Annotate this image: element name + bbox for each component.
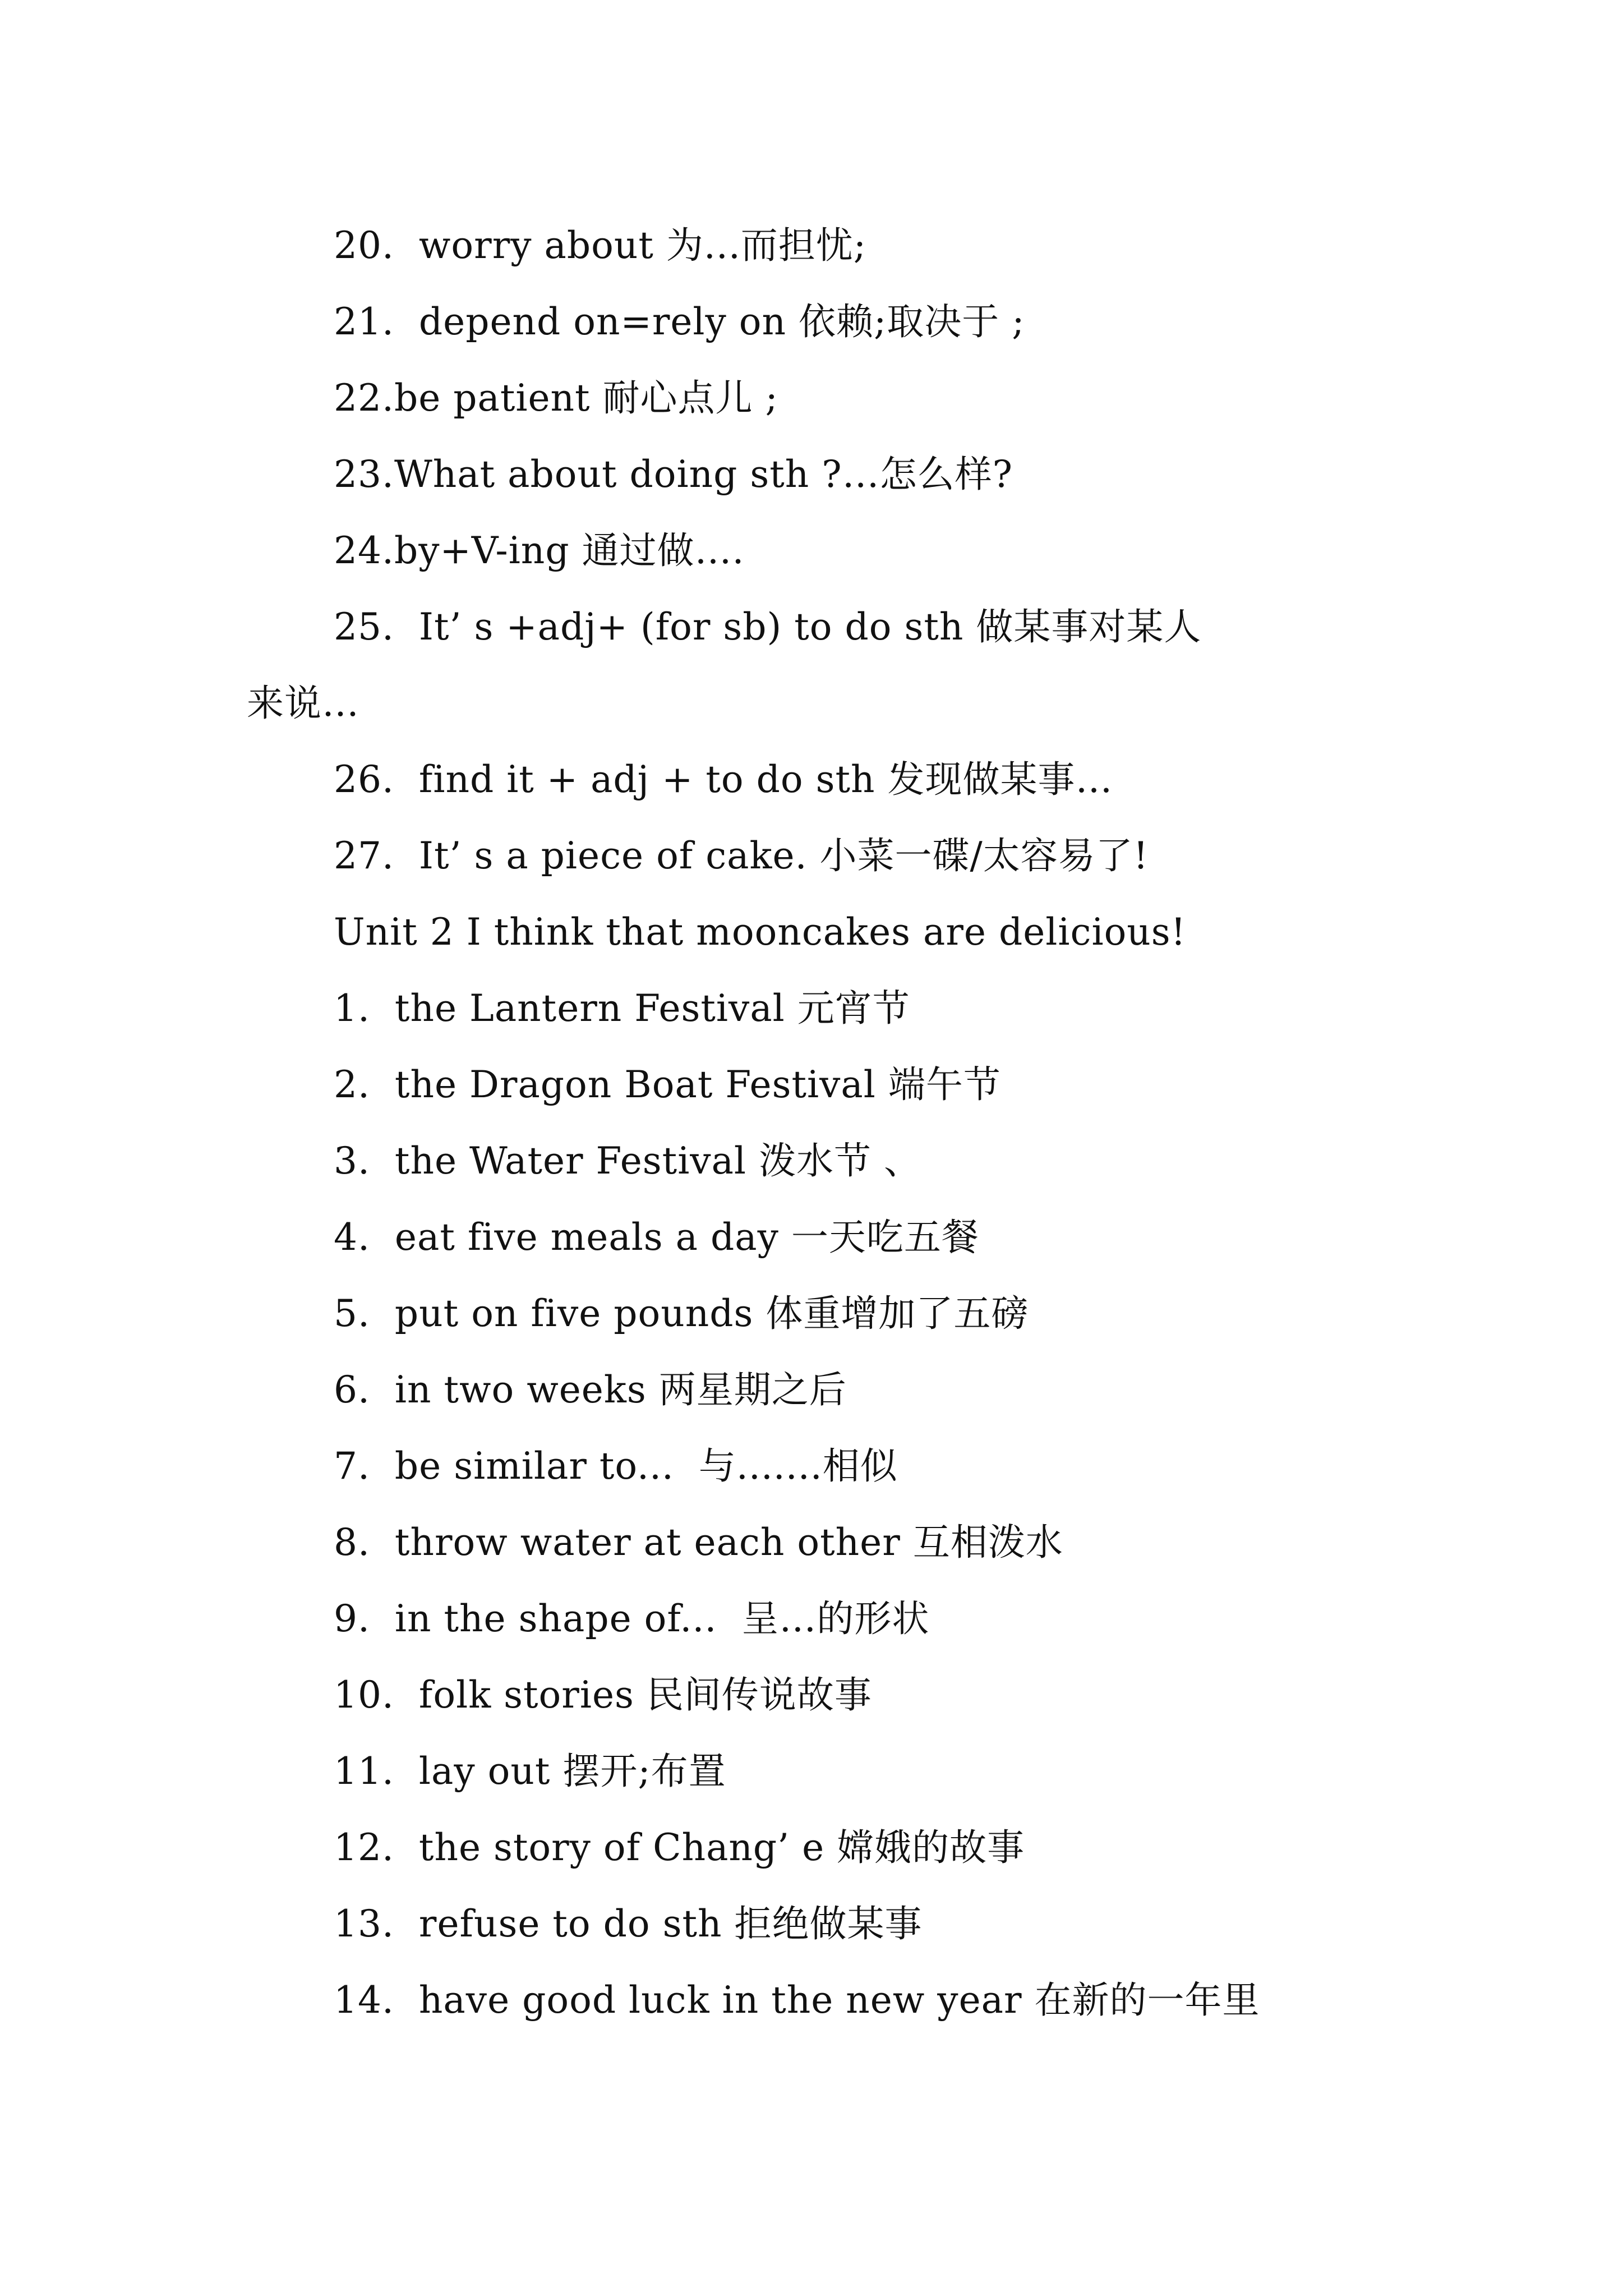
phrase-2: 2. the Dragon Boat Festival 端午节 xyxy=(334,1063,1001,1106)
phrase-10: 10. folk stories 民间传说故事 xyxy=(334,1673,872,1717)
phrase-26: 26. find it + adj + to do sth 发现做某事… xyxy=(334,758,1113,801)
phrase-1: 1. the Lantern Festival 元宵节 xyxy=(334,987,910,1030)
phrase-27: 27. It’ s a piece of cake. 小菜一碟/太容易了! xyxy=(334,834,1149,877)
phrase-5: 5. put on five pounds 体重增加了五磅 xyxy=(334,1292,1029,1335)
phrase-22: 22.be patient 耐心点儿 ; xyxy=(334,376,778,420)
phrase-13: 13. refuse to do sth 拒绝做某事 xyxy=(334,1902,923,1945)
phrase-23: 23.What about doing sth ?…怎么样? xyxy=(334,453,1013,496)
phrase-21: 21. depend on=rely on 依赖;取决于 ; xyxy=(334,300,1025,343)
phrase-14: 14. have good luck in the new year 在新的一年里 xyxy=(334,1978,1260,2022)
phrase-6: 6. in two weeks 两星期之后 xyxy=(334,1368,847,1411)
phrase-3: 3. the Water Festival 泼水节 、 xyxy=(334,1139,922,1182)
phrase-7: 7. be similar to... 与.......相似 xyxy=(334,1444,898,1488)
phrase-4: 4. eat five meals a day 一天吃五餐 xyxy=(334,1216,979,1259)
phrase-20: 20. worry about 为...而担忧; xyxy=(334,224,867,267)
phrase-12: 12. the story of Chang’ e 嫦娥的故事 xyxy=(334,1826,1025,1869)
unit-heading: Unit 2 I think that mooncakes are delicious! xyxy=(334,910,1187,954)
phrase-11: 11. lay out 摆开;布置 xyxy=(334,1750,726,1793)
phrase-25: 25. It’ s +adj+ (for sb) to do sth 做某事对某人 xyxy=(334,605,1202,648)
phrase-9: 9. in the shape of... 呈…的形状 xyxy=(334,1597,930,1640)
phrase-24: 24.by+V-ing 通过做…. xyxy=(334,529,745,572)
phrase-8: 8. throw water at each other 互相泼水 xyxy=(334,1521,1063,1564)
phrase-25-continuation: 来说… xyxy=(247,682,359,725)
